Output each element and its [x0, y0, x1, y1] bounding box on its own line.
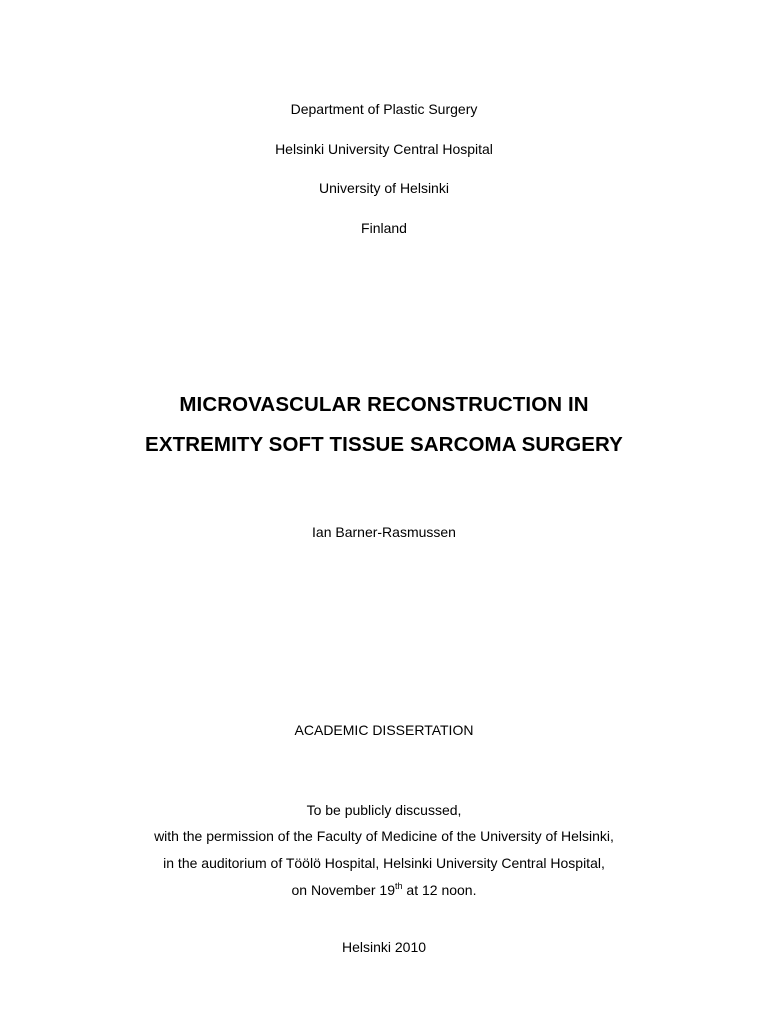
defense-date-suffix: at 12 noon.	[402, 882, 477, 898]
department-name: Department of Plastic Surgery	[290, 101, 478, 117]
place-and-year: Helsinki 2010	[341, 939, 427, 955]
country-name: Finland	[361, 220, 407, 236]
hospital-name: Helsinki University Central Hospital	[275, 141, 493, 157]
university-name: University of Helsinki	[319, 180, 449, 196]
defense-line-2: with the permission of the Faculty of Medicine of the University of Helsinki,	[154, 828, 614, 844]
dissertation-title-line-1: MICROVASCULAR RECONSTRUCTION IN	[179, 393, 589, 416]
defense-date-prefix: on November 19	[291, 882, 396, 898]
defense-date-ordinal: th	[395, 881, 403, 891]
dissertation-title-line-2: EXTREMITY SOFT TISSUE SARCOMA SURGERY	[145, 433, 623, 456]
document-type: ACADEMIC DISSERTATION	[294, 722, 474, 738]
defense-date-line	[0, 880, 768, 900]
defense-line-1: To be publicly discussed,	[306, 802, 462, 818]
defense-line-3: in the auditorium of Töölö Hospital, Helsinki University Central Hospital,	[163, 855, 605, 871]
author-name: Ian Barner-Rasmussen	[312, 524, 456, 540]
